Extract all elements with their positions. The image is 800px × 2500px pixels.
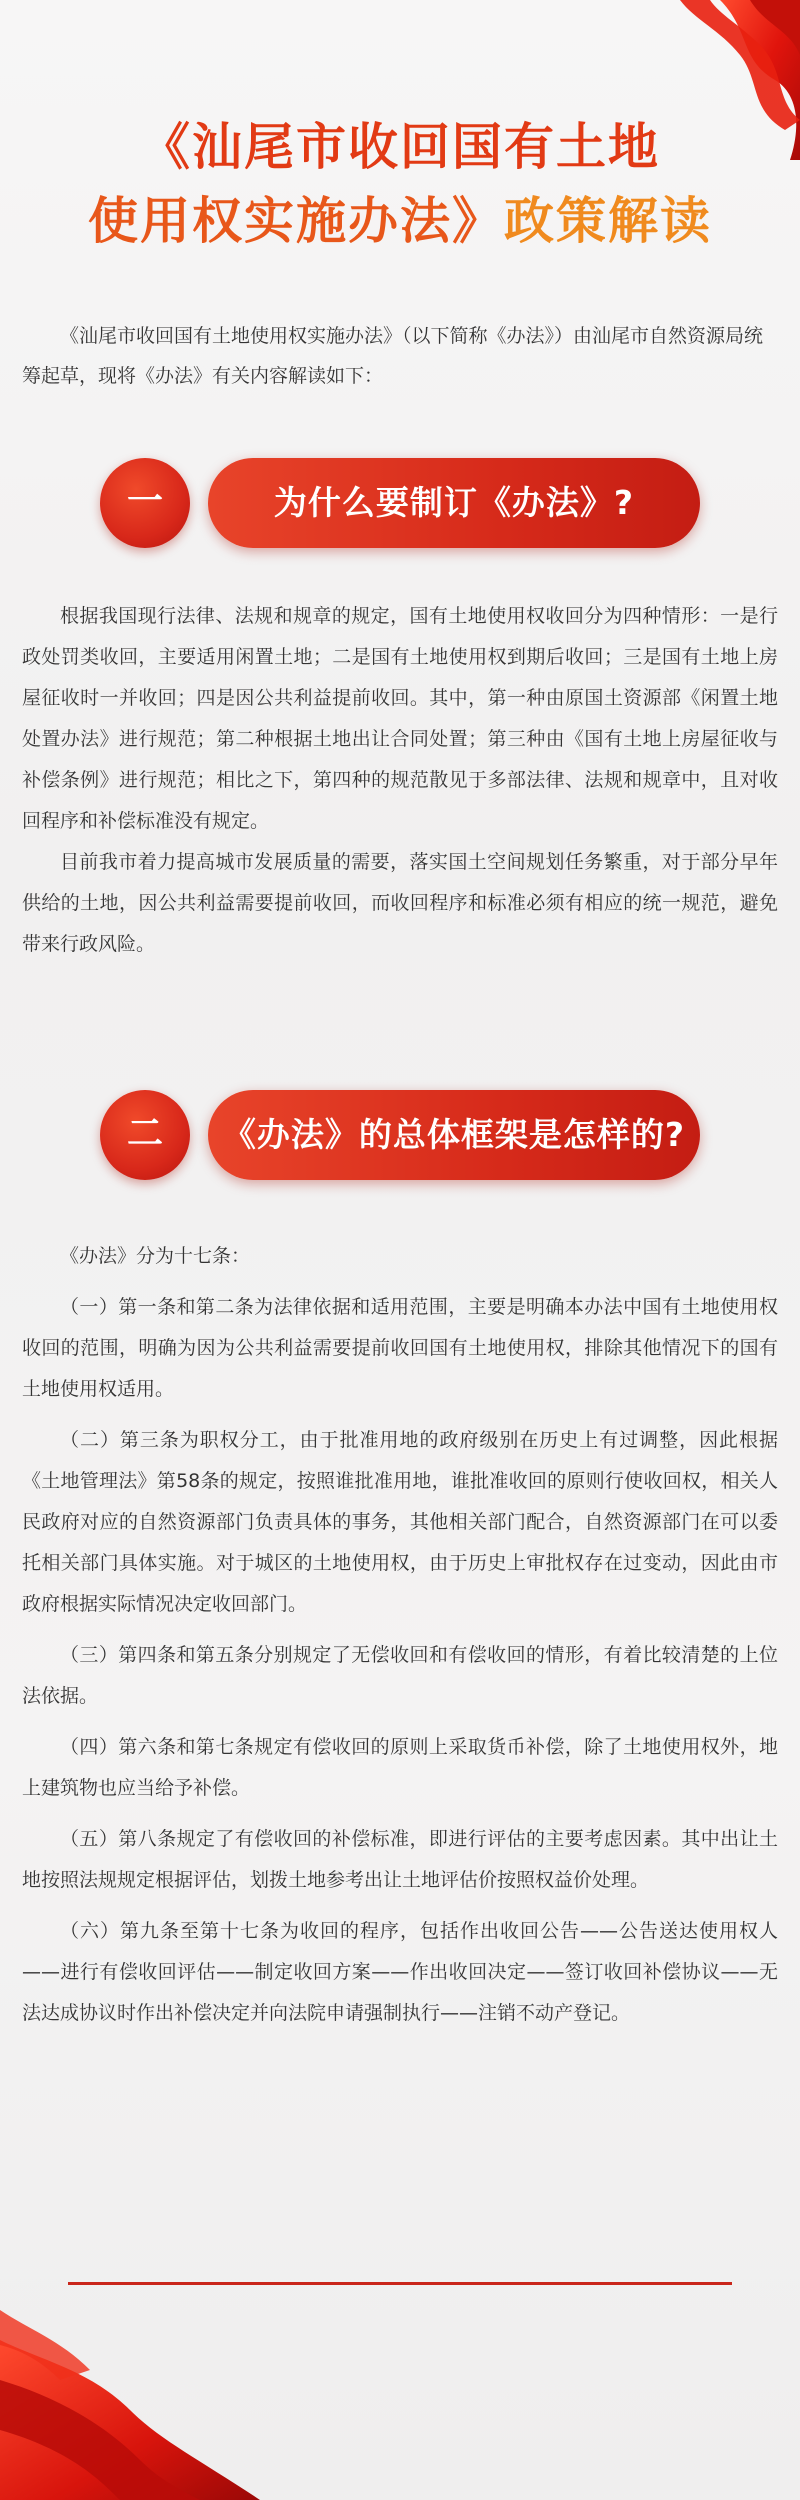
title-line-1: 《汕尾市收回国有土地 <box>140 118 660 176</box>
title-line-2 <box>0 184 800 258</box>
paragraph: （六）第九条至第十七条为收回的程序，包括作出收回公告——公告送达使用权人——进行有偿收回评估——制定收回方案——作出收回决定——签订收回补偿协议——无法达成协议时作出补偿决定并向法院申请强制执行——注销不动产登记。 <box>22 1920 778 2024</box>
red-ribbon-decoration <box>0 2300 260 2500</box>
section-2-body <box>22 1236 778 2034</box>
paragraph: （五）第八条规定了有偿收回的补偿标准，即进行评估的主要考虑因素。其中出让土地按照法规规定根据评估，划拨土地参考出让土地评估价按照权益价处理。 <box>22 1828 778 1891</box>
paragraph: （二）第三条为职权分工，由于批准用地的政府级别在历史上有过调整，因此根据《土地管理法》第58条的规定，按照谁批准用地，谁批准收回的原则行使收回权，相关人民政府对应的自然资源部门负责具体的事务，其他相关部门配合，自然资源部门在可以委托相关部门具体实施。对于城区的土地使用权，由于历史上审批权存在过变动，因此由市政府根据实际情况决定收回部门。 <box>22 1429 778 1615</box>
section-1-header <box>100 458 700 548</box>
page-title <box>0 110 800 258</box>
section-2-header <box>100 1090 700 1180</box>
title-line-2-main: 使用权实施办法》 <box>88 192 504 250</box>
paragraph: （三）第四条和第五条分别规定了无偿收回和有偿收回的情形，有着比较清楚的上位法依据。 <box>22 1644 778 1707</box>
paragraph: 根据我国现行法律、法规和规章的规定，国有土地使用权收回分为四种情形：一是行政处罚类收回，主要适用闲置土地；二是国有土地使用权到期后收回；三是国有土地上房屋征收时一并收回；四是因公共利益提前收回。其中，第一种由原国土资源部《闲置土地处置办法》进行规范；第二种根据土地出让合同处置；第三种由《国有土地上房屋征收与补偿条例》进行规范；相比之下，第四种的规范散见于多部法律、法规和规章中，且对收回程序和补偿标准没有规定。 <box>22 605 778 832</box>
paragraph: （一）第一条和第二条为法律依据和适用范围，主要是明确本办法中国有土地使用权收回的范围，明确为因为公共利益需要提前收回国有土地使用权，排除其他情况下的国有土地使用权适用。 <box>22 1296 778 1400</box>
title-line-2-accent: 政策解读 <box>504 192 712 250</box>
section-2-number-badge: 二 <box>100 1090 190 1180</box>
intro-paragraph: 《汕尾市收回国有土地使用权实施办法》（以下简称《办法》）由汕尾市自然资源局统筹起草，现将《办法》有关内容解读如下： <box>22 325 764 387</box>
footer-divider <box>68 2282 732 2285</box>
section-1-body <box>22 596 778 965</box>
paragraph: 目前我市着力提高城市发展质量的需要，落实国土空间规划任务繁重，对于部分早年供给的土地，因公共利益需要提前收回，而收回程序和标准必须有相应的统一规范，避免带来行政风险。 <box>22 851 778 955</box>
paragraph: （四）第六条和第七条规定有偿收回的原则上采取货币补偿，除了土地使用权外，地上建筑物也应当给予补偿。 <box>22 1736 778 1799</box>
section-1-heading: 为什么要制订《办法》? <box>208 458 700 548</box>
paragraph: 《办法》分为十七条： <box>60 1245 251 1267</box>
section-2-heading: 《办法》的总体框架是怎样的? <box>208 1090 700 1180</box>
section-1-number-badge: 一 <box>100 458 190 548</box>
